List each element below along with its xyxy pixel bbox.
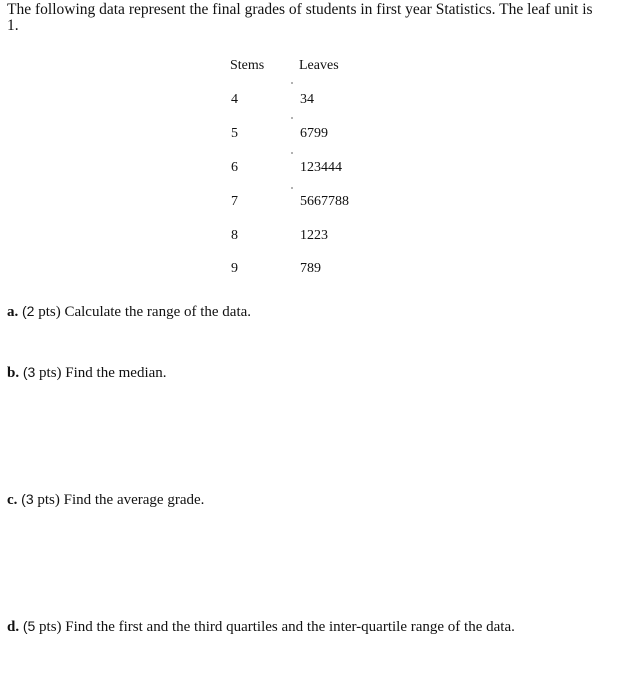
separator-dot [291, 152, 293, 154]
leaf-cell: 123444 [300, 160, 342, 175]
leaf-cell: 6799 [300, 126, 328, 141]
points-suffix: pts) [34, 304, 65, 320]
question-a [7, 302, 251, 321]
question-d [7, 617, 515, 636]
question-points: (3 [21, 491, 34, 507]
question-points: (3 [22, 364, 36, 380]
question-c [7, 490, 204, 509]
question-letter: c. [7, 492, 18, 508]
separator-dot [291, 187, 293, 189]
points-suffix: pts) [35, 365, 66, 381]
stems-header: Stems [230, 58, 265, 73]
leaf-cell: 34 [300, 92, 314, 107]
question-letter: b. [7, 365, 20, 381]
leaf-cell: 5667788 [300, 194, 349, 209]
separator-dot [291, 117, 293, 119]
stem-and-leaf-table [0, 0, 620, 290]
question-text: Calculate the range of the data. [64, 304, 252, 320]
stem-cell: 8 [231, 228, 238, 243]
leaf-cell: 1223 [300, 228, 328, 243]
leaves-header: Leaves [299, 58, 339, 73]
question-letter: a. [7, 304, 19, 320]
question-text: Find the first and the third quartiles and the inter-quartile range of the data. [65, 619, 515, 635]
problem-intro: The following data represent the final grades of students in first year Statistics. The leaf unit is 1. [7, 1, 593, 34]
stem-cell: 6 [231, 160, 238, 175]
question-text: Find the average grade. [63, 492, 205, 508]
question-b [7, 363, 167, 382]
points-suffix: pts) [35, 619, 66, 635]
question-letter: d. [7, 619, 20, 635]
question-points: (2 [22, 303, 35, 319]
separator-dot [291, 82, 293, 84]
leaf-cell: 789 [300, 261, 321, 276]
points-suffix: pts) [33, 492, 64, 508]
question-points: (5 [22, 618, 36, 634]
stem-cell: 5 [231, 126, 238, 141]
question-text: Find the median. [65, 365, 167, 381]
stem-cell: 7 [231, 194, 238, 209]
stem-cell: 4 [231, 92, 238, 107]
stem-cell: 9 [231, 261, 238, 276]
